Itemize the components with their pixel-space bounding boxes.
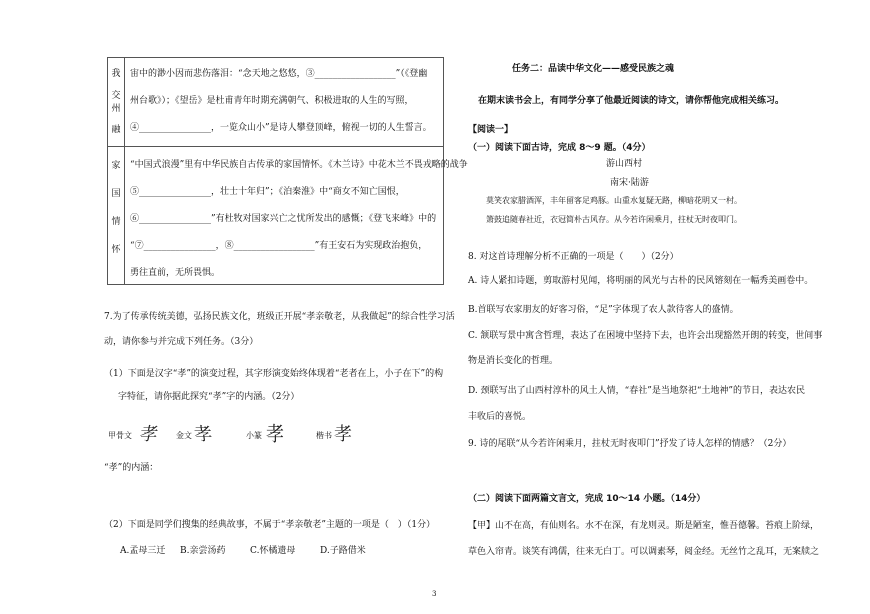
- q7-sub2: （2）下面是同学们搜集的经典故事，不属于“孝亲敬老”主题的一项是（ ）（1分）: [104, 520, 436, 530]
- reading1-part1: （一）阅读下面古诗，完成 8～9 题。（4分）: [468, 143, 651, 153]
- q8-option-d-line-1: D. 颈联写出了山西村淳朴的风土人情，“春社”是当地祭祀“土地神”的节日，表达农民: [468, 386, 806, 396]
- q8-option-c-line-1: C. 颔联写景中寓含哲理，表达了在困境中坚持下去，也许会出现豁然开朗的转变，世间事: [468, 331, 823, 341]
- q7-intro-line-2: 动，请你参与并完成下列任务。（3分）: [104, 337, 259, 347]
- xiao-oracle-glyph-icon: 孝: [137, 424, 160, 445]
- xiao-meaning-label: “孝”的内涵：: [104, 463, 159, 473]
- reading1-part2: （二）阅读下面两篇文言文，完成 10～14 小题。（14分）: [468, 494, 706, 504]
- poem-line-2: 箫鼓追随春社近，衣冠简朴古风存。从今若许闲乘月，拄杖无时夜叩门。: [486, 215, 742, 224]
- q7-sub1-line-1: （1）下面是汉字“孝”的演变过程，其字形演变始终体现着“老者在上，小子在下”的构: [104, 369, 444, 379]
- q7-intro-line-1: 7.为了传承传统美德，弘扬民族文化，班级正开展“孝亲敬老，从我做起”的综合性学习活: [104, 312, 455, 322]
- q8-stem: 8. 对这首诗理解分析不正确的一项是（ ）（2分）: [468, 252, 679, 262]
- xiao-seal-glyph-icon: 孝: [266, 423, 284, 447]
- row2-line-5: 勇往直前，无所畏惧。: [130, 268, 221, 278]
- q8-option-b: B.首联写农家朋友的好客习俗，“足”字体现了农人款待客人的盛情。: [468, 305, 739, 315]
- row1-line-2: 州台歌》）；《望岳》是杜甫青年时期充满朝气、积极进取的人生的写照，: [130, 96, 414, 106]
- xiao-regular-glyph-icon: 孝: [334, 424, 352, 445]
- q7-option-c: C.怀橘遗母: [250, 546, 296, 556]
- q7-option-d: D.子路借米: [320, 546, 366, 556]
- poem-title: 游山西村: [606, 159, 643, 169]
- q8-option-d-line-2: 丰收后的喜悦。: [468, 412, 532, 422]
- xiao-bronze-glyph-icon: 孝: [192, 424, 214, 445]
- jia-text-line-1: 【甲】山不在高，有仙则名。水不在深，有龙则灵。斯是陋室，惟吾德馨。苔痕上阶绿，: [468, 521, 820, 531]
- row1-line-3: ④________________，一览众山小”是诗人攀登顶峰，俯视一切的人生誓言。: [130, 123, 432, 133]
- script-label-regular: 楷书: [316, 431, 332, 440]
- row1-line-1: 宙中的渺小因而悲伤落泪：“念天地之悠悠，③__________________”（《登幽: [130, 69, 428, 79]
- row2-side-char-1: 家: [111, 161, 121, 171]
- table-divider-horizontal: [108, 146, 443, 147]
- q8-option-c-line-2: 物是消长变化的哲理。: [468, 356, 559, 366]
- poem-line-1: 莫笑农家腊酒浑，丰年留客足鸡豚。山重水复疑无路，柳暗花明又一村。: [486, 196, 742, 205]
- page-number: 3: [432, 590, 437, 598]
- row1-side-char-3: 融: [111, 125, 121, 135]
- row1-side-char-1: 我: [111, 69, 121, 79]
- script-label-bronze: 金文: [176, 431, 192, 440]
- row1-side-char-2: 交州: [111, 91, 121, 114]
- table-divider-vertical: [124, 58, 125, 284]
- row2-line-4: “⑦________________，⑧__________________”有王安石为实现政治抱负，: [130, 241, 428, 251]
- script-label-seal: 小篆: [246, 431, 262, 440]
- poem-author: 南宋·陆游: [610, 178, 649, 188]
- q7-sub1-line-2: 字特征，请你据此探究“孝”字的内涵。（2分）: [118, 392, 300, 402]
- q7-option-a: A.孟母三迁: [120, 546, 166, 556]
- script-label-oracle: 甲骨文: [108, 431, 132, 440]
- reading1-label: 【阅读一】: [468, 125, 514, 135]
- row2-side-char-4: 怀: [111, 245, 121, 255]
- row2-side-char-3: 情: [111, 217, 121, 227]
- q8-option-a: A. 诗人紧扣诗题，剪取游村见闻，将明丽的风光与古朴的民风镕刻在一幅秀美画卷中。: [468, 276, 814, 286]
- q7-option-b: B.亲尝汤药: [180, 546, 226, 556]
- task2-title: 任务二：品读中华文化——感受民族之魂: [512, 64, 675, 74]
- row2-line-1: “中国式浪漫”里有中华民族自古传承的家国情怀。《木兰诗》中花木兰不畏戎略的战争: [130, 160, 468, 170]
- jia-text-line-2: 草色入帘青。谈笑有鸿儒，往来无白丁。可以调素琴，阅金经。无丝竹之乱耳，无案牍之: [468, 547, 820, 557]
- row2-line-2: ⑤________________，壮士十年归”；《泊秦淮》中“商女不知亡国恨，: [130, 187, 405, 197]
- row2-line-3: ⑥________________”有杜牧对国家兴亡之忧所发出的感慨；《登飞来峰》中的: [130, 214, 437, 224]
- poetry-fill-table: [107, 57, 468, 285]
- row2-side-char-2: 国: [111, 189, 121, 199]
- q9-stem: 9. 诗的尾联“从今若许闲乘月，拄杖无时夜叩门”抒发了诗人怎样的情感？（2分）: [468, 439, 792, 449]
- task2-intro: 在期末读书会上，有同学分享了他最近阅读的诗文，请你帮他完成相关练习。: [478, 96, 785, 106]
